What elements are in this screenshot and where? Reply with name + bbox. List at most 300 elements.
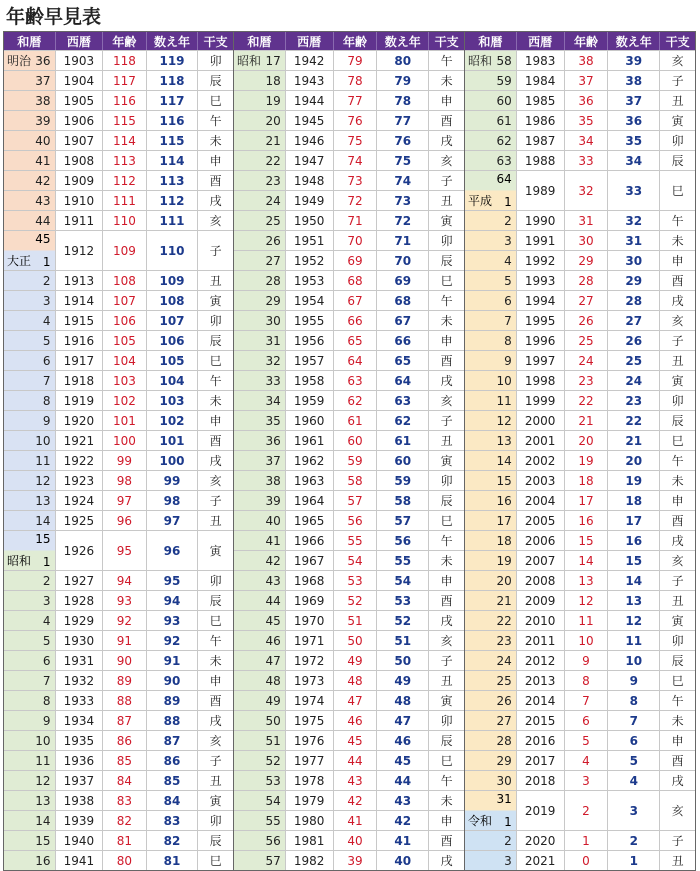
wareki-cell: 41	[4, 150, 56, 170]
kazoe-column	[608, 50, 660, 870]
eto-cell: 未	[429, 550, 464, 570]
seireki-cell: 1998	[517, 370, 565, 390]
age-chart-table	[3, 31, 697, 871]
header-row	[4, 32, 233, 50]
seireki-cell: 1964	[286, 490, 334, 510]
kazoe-cell: 26	[608, 330, 660, 350]
wareki-cell: 47	[234, 650, 286, 670]
kazoe-cell: 118	[147, 70, 199, 90]
seireki-cell: 1946	[286, 130, 334, 150]
age-cell: 51	[334, 610, 378, 630]
kazoe-cell: 56	[377, 530, 429, 550]
column-header: 和暦	[234, 32, 286, 50]
kazoe-cell: 53	[377, 590, 429, 610]
kazoe-cell: 7	[608, 710, 660, 730]
wareki-cell: 8	[4, 390, 56, 410]
eto-cell: 辰	[198, 830, 233, 850]
seireki-cell: 1916	[56, 330, 104, 350]
eto-cell: 子	[198, 490, 233, 510]
wareki-cell: 50	[234, 710, 286, 730]
era-name: 昭和	[7, 554, 32, 568]
wareki-cell: 23	[234, 170, 286, 190]
age-cell: 21	[565, 410, 609, 430]
eto-column	[660, 50, 695, 870]
kazoe-cell: 81	[147, 850, 199, 870]
seireki-cell: 2014	[517, 690, 565, 710]
column-header: 干支	[665, 34, 690, 49]
eto-cell: 午	[429, 290, 464, 310]
age-cell: 52	[334, 590, 378, 610]
age-cell: 36	[565, 90, 609, 110]
eto-cell: 子	[198, 230, 233, 270]
eto-cell: 午	[660, 210, 695, 230]
seireki-cell: 1996	[517, 330, 565, 350]
eto-cell: 戌	[429, 370, 464, 390]
wareki-cell: 6	[4, 350, 56, 370]
seireki-cell: 1904	[56, 70, 104, 90]
age-cell: 45	[334, 730, 378, 750]
eto-cell: 酉	[198, 170, 233, 190]
eto-column	[198, 50, 233, 870]
age-cell: 31	[565, 210, 609, 230]
eto-cell: 戌	[660, 290, 695, 310]
seireki-cell: 1980	[286, 810, 334, 830]
age-cell: 5	[565, 730, 609, 750]
age-cell: 18	[565, 470, 609, 490]
eto-cell: 寅	[429, 450, 464, 470]
eto-cell: 申	[198, 670, 233, 690]
eto-cell: 辰	[429, 490, 464, 510]
age-cell: 109	[103, 230, 147, 270]
seireki-cell: 1956	[286, 330, 334, 350]
seireki-cell: 1955	[286, 310, 334, 330]
kazoe-cell: 88	[147, 710, 199, 730]
table-body	[234, 50, 464, 870]
kazoe-cell: 101	[147, 430, 199, 450]
age-cell: 68	[334, 270, 378, 290]
kazoe-cell: 30	[608, 250, 660, 270]
kazoe-cell: 79	[377, 70, 429, 90]
age-cell: 2	[565, 790, 609, 830]
wareki-cell	[465, 50, 517, 70]
age-cell: 80	[103, 850, 147, 870]
wareki-cell: 29	[465, 750, 517, 770]
wareki-cell: 7	[4, 370, 56, 390]
kazoe-cell: 67	[377, 310, 429, 330]
eto-cell: 酉	[429, 590, 464, 610]
wareki-cell: 34	[234, 390, 286, 410]
age-cell: 91	[103, 630, 147, 650]
eto-cell: 戌	[198, 710, 233, 730]
eto-cell: 未	[429, 70, 464, 90]
seireki-cell: 1990	[517, 210, 565, 230]
wareki-cell: 2	[465, 830, 517, 850]
age-cell: 13	[565, 570, 609, 590]
wareki-cell: 10	[4, 730, 56, 750]
eto-cell: 丑	[429, 190, 464, 210]
eto-cell: 午	[198, 630, 233, 650]
eto-column	[429, 50, 464, 870]
kazoe-cell: 95	[147, 570, 199, 590]
seireki-cell: 1928	[56, 590, 104, 610]
kazoe-cell: 92	[147, 630, 199, 650]
wareki-cell: 16	[4, 850, 56, 870]
eto-cell: 午	[429, 530, 464, 550]
wareki-merged-cell	[465, 170, 517, 210]
wareki-cell: 15	[4, 830, 56, 850]
era-year: 1	[504, 195, 512, 209]
kazoe-cell: 77	[377, 110, 429, 130]
eto-cell: 申	[198, 150, 233, 170]
eto-cell: 寅	[660, 110, 695, 130]
seireki-cell: 1912	[56, 230, 104, 270]
kazoe-cell: 89	[147, 690, 199, 710]
kazoe-cell: 57	[377, 510, 429, 530]
seireki-cell: 1932	[56, 670, 104, 690]
seireki-cell: 1942	[286, 50, 334, 70]
age-cell: 67	[334, 290, 378, 310]
kazoe-cell: 43	[377, 790, 429, 810]
wareki-cell: 4	[465, 250, 517, 270]
eto-cell: 午	[198, 370, 233, 390]
age-cell: 82	[103, 810, 147, 830]
kazoe-cell: 1	[608, 850, 660, 870]
seireki-cell: 2010	[517, 610, 565, 630]
column-header: 西暦	[517, 32, 565, 50]
kazoe-cell: 25	[608, 350, 660, 370]
seireki-cell: 1985	[517, 90, 565, 110]
age-cell: 53	[334, 570, 378, 590]
seireki-cell: 1913	[56, 270, 104, 290]
age-cell: 97	[103, 490, 147, 510]
eto-cell: 亥	[660, 310, 695, 330]
kazoe-cell: 80	[377, 50, 429, 70]
wareki-cell: 31	[496, 792, 512, 806]
age-cell: 62	[334, 390, 378, 410]
eto-cell: 子	[660, 330, 695, 350]
eto-cell: 卯	[660, 390, 695, 410]
seireki-cell: 2019	[517, 790, 565, 830]
wareki-cell: 38	[234, 470, 286, 490]
kazoe-cell: 114	[147, 150, 199, 170]
eto-cell: 酉	[429, 350, 464, 370]
eto-cell: 申	[660, 490, 695, 510]
wareki-cell: 13	[4, 790, 56, 810]
seireki-cell: 2006	[517, 530, 565, 550]
eto-cell: 酉	[660, 750, 695, 770]
age-cell: 54	[334, 550, 378, 570]
eto-cell: 未	[198, 130, 233, 150]
eto-cell: 寅	[198, 790, 233, 810]
wareki-cell: 17	[465, 510, 517, 530]
kazoe-cell: 44	[377, 770, 429, 790]
seireki-cell: 1957	[286, 350, 334, 370]
eto-cell: 卯	[429, 470, 464, 490]
seireki-cell: 1987	[517, 130, 565, 150]
kazoe-cell: 112	[147, 190, 199, 210]
age-cell: 30	[565, 230, 609, 250]
wareki-cell: 7	[4, 670, 56, 690]
eto-cell: 辰	[660, 650, 695, 670]
column-header: 年齢	[565, 32, 609, 50]
kazoe-cell: 16	[608, 530, 660, 550]
eto-cell: 酉	[429, 110, 464, 130]
wareki-cell: 26	[465, 690, 517, 710]
wareki-cell: 14	[4, 810, 56, 830]
seireki-cell: 1906	[56, 110, 104, 130]
eto-cell: 亥	[660, 50, 695, 70]
age-cell: 77	[334, 90, 378, 110]
wareki-cell: 44	[234, 590, 286, 610]
seireki-cell: 1909	[56, 170, 104, 190]
kazoe-cell: 83	[147, 810, 199, 830]
wareki-column	[234, 50, 286, 870]
eto-cell: 丑	[198, 510, 233, 530]
seireki-cell: 1944	[286, 90, 334, 110]
wareki-cell: 59	[465, 70, 517, 90]
wareki-cell: 7	[465, 310, 517, 330]
seireki-cell: 1927	[56, 570, 104, 590]
wareki-cell: 2	[465, 210, 517, 230]
seireki-cell: 1921	[56, 430, 104, 450]
eto-cell: 戌	[660, 530, 695, 550]
column-header: 干支	[434, 34, 459, 49]
wareki-cell: 39	[234, 490, 286, 510]
eto-cell: 辰	[198, 590, 233, 610]
kazoe-cell: 109	[147, 270, 199, 290]
eto-cell: 寅	[660, 610, 695, 630]
age-cell: 50	[334, 630, 378, 650]
eto-cell: 辰	[429, 250, 464, 270]
eto-cell: 巳	[198, 850, 233, 870]
eto-cell: 戌	[198, 190, 233, 210]
wareki-cell: 52	[234, 750, 286, 770]
eto-cell: 寅	[660, 370, 695, 390]
wareki-cell: 40	[4, 130, 56, 150]
seireki-cell: 1965	[286, 510, 334, 530]
seireki-cell: 1999	[517, 390, 565, 410]
kazoe-cell: 20	[608, 450, 660, 470]
wareki-cell: 30	[465, 770, 517, 790]
kazoe-cell: 46	[377, 730, 429, 750]
wareki-cell: 55	[234, 810, 286, 830]
wareki-cell: 18	[234, 70, 286, 90]
eto-cell: 未	[660, 710, 695, 730]
seireki-cell: 1910	[56, 190, 104, 210]
wareki-cell: 9	[465, 350, 517, 370]
seireki-cell: 1973	[286, 670, 334, 690]
eto-cell: 卯	[198, 570, 233, 590]
seireki-cell: 2009	[517, 590, 565, 610]
age-cell: 29	[565, 250, 609, 270]
eto-cell: 酉	[198, 430, 233, 450]
eto-cell: 午	[429, 770, 464, 790]
seireki-cell: 1945	[286, 110, 334, 130]
eto-cell: 子	[660, 70, 695, 90]
kazoe-cell: 29	[608, 270, 660, 290]
wareki-cell: 28	[465, 730, 517, 750]
wareki-cell: 3	[4, 590, 56, 610]
seireki-cell: 1953	[286, 270, 334, 290]
era-name: 昭和	[237, 54, 262, 68]
kazoe-cell: 105	[147, 350, 199, 370]
wareki-cell: 45	[234, 610, 286, 630]
kazoe-cell: 107	[147, 310, 199, 330]
kazoe-cell: 40	[377, 850, 429, 870]
seireki-cell: 1926	[56, 530, 104, 570]
age-cell: 59	[334, 450, 378, 470]
age-cell: 106	[103, 310, 147, 330]
eto-cell: 亥	[198, 730, 233, 750]
wareki-cell: 15	[35, 532, 51, 546]
seireki-cell: 1975	[286, 710, 334, 730]
wareki-cell: 40	[234, 510, 286, 530]
eto-cell: 申	[660, 730, 695, 750]
eto-cell: 亥	[660, 790, 695, 830]
age-cell: 72	[334, 190, 378, 210]
kazoe-cell: 19	[608, 470, 660, 490]
age-cell: 112	[103, 170, 147, 190]
seireki-cell: 1961	[286, 430, 334, 450]
wareki-cell: 45	[35, 232, 51, 246]
kazoe-cell: 45	[377, 750, 429, 770]
eto-cell: 未	[429, 790, 464, 810]
wareki-cell: 13	[465, 430, 517, 450]
wareki-cell: 19	[465, 550, 517, 570]
kazoe-cell: 10	[608, 650, 660, 670]
column-header: 和暦	[4, 32, 56, 50]
seireki-cell: 1969	[286, 590, 334, 610]
kazoe-cell: 54	[377, 570, 429, 590]
age-cell: 92	[103, 610, 147, 630]
seireki-cell: 1978	[286, 770, 334, 790]
eto-cell: 寅	[429, 690, 464, 710]
eto-cell: 子	[660, 570, 695, 590]
eto-cell: 未	[660, 470, 695, 490]
eto-cell: 亥	[429, 390, 464, 410]
wareki-merged-cell	[4, 230, 56, 270]
seireki-cell: 2016	[517, 730, 565, 750]
wareki-cell: 5	[4, 330, 56, 350]
eto-cell: 亥	[660, 550, 695, 570]
wareki-cell: 8	[4, 690, 56, 710]
era-name: 明治	[7, 54, 32, 68]
seireki-cell: 1971	[286, 630, 334, 650]
seireki-cell: 1929	[56, 610, 104, 630]
seireki-cell: 2008	[517, 570, 565, 590]
age-cell: 1	[565, 830, 609, 850]
age-cell: 87	[103, 710, 147, 730]
wareki-cell: 33	[234, 370, 286, 390]
eto-cell: 酉	[660, 270, 695, 290]
wareki-cell: 28	[234, 270, 286, 290]
kazoe-cell: 9	[608, 670, 660, 690]
kazoe-cell: 74	[377, 170, 429, 190]
era-year: 17	[265, 53, 281, 68]
eto-cell: 巳	[429, 270, 464, 290]
age-cell: 19	[565, 450, 609, 470]
kazoe-cell: 119	[147, 50, 199, 70]
age-cell: 75	[334, 130, 378, 150]
column-header: 干支	[203, 34, 228, 49]
age-cell: 28	[565, 270, 609, 290]
eto-cell: 卯	[429, 710, 464, 730]
age-cell: 98	[103, 470, 147, 490]
eto-cell: 卯	[660, 130, 695, 150]
wareki-cell: 16	[465, 490, 517, 510]
wareki-cell: 14	[465, 450, 517, 470]
age-cell: 23	[565, 370, 609, 390]
eto-cell: 辰	[429, 730, 464, 750]
age-cell: 33	[565, 150, 609, 170]
age-cell: 71	[334, 210, 378, 230]
age-cell: 117	[103, 70, 147, 90]
wareki-cell: 35	[234, 410, 286, 430]
table-body	[4, 50, 233, 870]
seireki-cell: 1970	[286, 610, 334, 630]
seireki-cell: 2020	[517, 830, 565, 850]
kazoe-cell: 14	[608, 570, 660, 590]
table-panel	[234, 31, 465, 871]
seireki-cell: 2018	[517, 770, 565, 790]
kazoe-cell: 116	[147, 110, 199, 130]
eto-cell: 戌	[198, 450, 233, 470]
seireki-cell: 1924	[56, 490, 104, 510]
eto-cell: 寅	[198, 530, 233, 570]
kazoe-cell: 28	[608, 290, 660, 310]
eto-cell: 戌	[429, 130, 464, 150]
wareki-cell: 24	[234, 190, 286, 210]
wareki-cell: 22	[234, 150, 286, 170]
wareki-cell: 10	[465, 370, 517, 390]
age-cell: 61	[334, 410, 378, 430]
kazoe-cell: 66	[377, 330, 429, 350]
seireki-cell: 1958	[286, 370, 334, 390]
wareki-cell: 2	[4, 570, 56, 590]
kazoe-column	[147, 50, 199, 870]
age-cell: 57	[334, 490, 378, 510]
wareki-cell: 9	[4, 710, 56, 730]
seireki-cell: 1991	[517, 230, 565, 250]
wareki-cell: 12	[4, 470, 56, 490]
age-cell: 38	[565, 50, 609, 70]
seireki-cell: 1940	[56, 830, 104, 850]
eto-cell: 未	[429, 310, 464, 330]
wareki-cell: 3	[465, 230, 517, 250]
kazoe-cell: 13	[608, 590, 660, 610]
wareki-cell: 4	[4, 610, 56, 630]
kazoe-cell: 63	[377, 390, 429, 410]
seireki-cell: 1981	[286, 830, 334, 850]
kazoe-cell: 97	[147, 510, 199, 530]
age-cell: 35	[565, 110, 609, 130]
seireki-cell: 1949	[286, 190, 334, 210]
eto-cell: 巳	[429, 510, 464, 530]
kazoe-cell: 24	[608, 370, 660, 390]
kazoe-cell: 23	[608, 390, 660, 410]
kazoe-cell: 102	[147, 410, 199, 430]
age-cell: 40	[334, 830, 378, 850]
era-start-cell	[465, 811, 516, 831]
wareki-cell: 29	[234, 290, 286, 310]
seireki-cell: 1937	[56, 770, 104, 790]
wareki-cell: 31	[234, 330, 286, 350]
kazoe-cell: 71	[377, 230, 429, 250]
eto-cell: 丑	[198, 270, 233, 290]
age-cell: 6	[565, 710, 609, 730]
seireki-cell: 1914	[56, 290, 104, 310]
wareki-cell: 2	[4, 270, 56, 290]
